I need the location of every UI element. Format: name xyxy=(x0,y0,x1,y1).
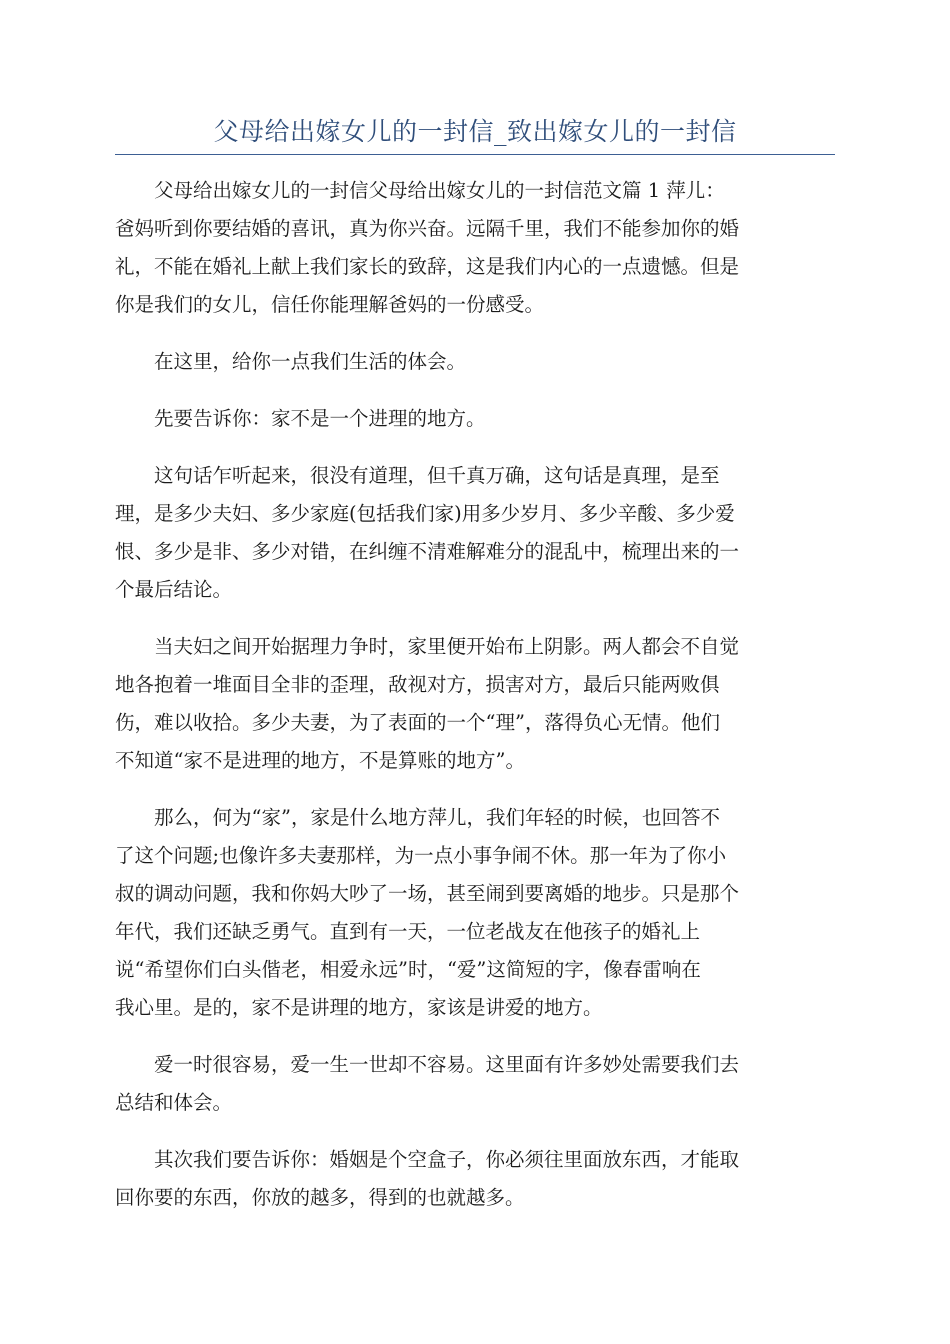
paragraph xyxy=(115,172,835,324)
text-line: 恨、多少是非、多少对错，在纠缠不清难解难分的混乱中，梳理出来的一 xyxy=(115,540,740,563)
paragraph xyxy=(115,1046,835,1122)
text-line: 当夫妇之间开始据理力争时，家里便开始布上阴影。两人都会不自觉 xyxy=(154,635,740,658)
paragraph xyxy=(115,799,835,1027)
paragraph xyxy=(115,343,835,381)
text-line: 礼，不能在婚礼上献上我们家长的致辞，这是我们内心的一点遗憾。但是 xyxy=(115,255,740,278)
text-line: 父母给出嫁女儿的一封信父母给出嫁女儿的一封信范文篇 1 萍儿： xyxy=(154,179,725,202)
paragraph xyxy=(115,400,835,438)
text-line: 回你要的东西，你放的越多，得到的也就越多。 xyxy=(115,1186,525,1209)
text-line: 不知道“家不是进理的地方，不是算账的地方”。 xyxy=(115,749,525,772)
text-line: 你是我们的女儿，信任你能理解爸妈的一份感受。 xyxy=(115,293,545,316)
text-line: 爸妈听到你要结婚的喜讯，真为你兴奋。远隔千里，我们不能参加你的婚 xyxy=(115,217,740,240)
text-line: 说“希望你们白头偕老，相爱永远”时，“爱”这简短的字，像春雷响在 xyxy=(115,958,701,981)
text-line: 叔的调动问题，我和你妈大吵了一场，甚至闹到要离婚的地步。只是那个 xyxy=(115,882,740,905)
title-underline xyxy=(115,154,835,155)
text-line: 在这里，给你一点我们生活的体会。 xyxy=(154,350,467,373)
text-line: 我心里。是的，家不是讲理的地方，家该是讲爱的地方。 xyxy=(115,996,603,1019)
text-line: 这句话乍听起来，很没有道理，但千真万确，这句话是真理，是至 xyxy=(154,464,720,487)
text-line: 总结和体会。 xyxy=(115,1091,233,1114)
text-line: 地各抱着一堆面目全非的歪理，敌视对方，损害对方，最后只能两败俱 xyxy=(115,673,720,696)
text-line: 伤，难以收拾。多少夫妻，为了表面的一个“理”，落得负心无情。他们 xyxy=(115,711,720,734)
text-line: 理，是多少夫妇、多少家庭(包括我们家)用多少岁月、多少辛酸、多少爱 xyxy=(115,502,735,525)
paragraph xyxy=(115,628,835,780)
text-line: 年代，我们还缺乏勇气。直到有一天，一位老战友在他孩子的婚礼上 xyxy=(115,920,701,943)
paragraph xyxy=(115,1141,835,1217)
document-body xyxy=(115,172,835,1236)
text-line: 其次我们要告诉你：婚姻是个空盒子，你必须往里面放东西，才能取 xyxy=(154,1148,740,1171)
paragraph xyxy=(115,457,835,609)
text-line: 了这个问题;也像许多夫妻那样，为一点小事争闹不休。那一年为了你小 xyxy=(115,844,727,867)
text-line: 爱一时很容易，爱一生一世却不容易。这里面有许多妙处需要我们去 xyxy=(154,1053,740,1076)
text-line: 个最后结论。 xyxy=(115,578,233,601)
text-line: 先要告诉你：家不是一个进理的地方。 xyxy=(154,407,486,430)
document-title: 父母给出嫁女儿的一封信_致出嫁女儿的一封信 xyxy=(213,117,737,146)
text-line: 那么，何为“家”，家是什么地方萍儿，我们年轻的时候，也回答不 xyxy=(154,806,720,829)
